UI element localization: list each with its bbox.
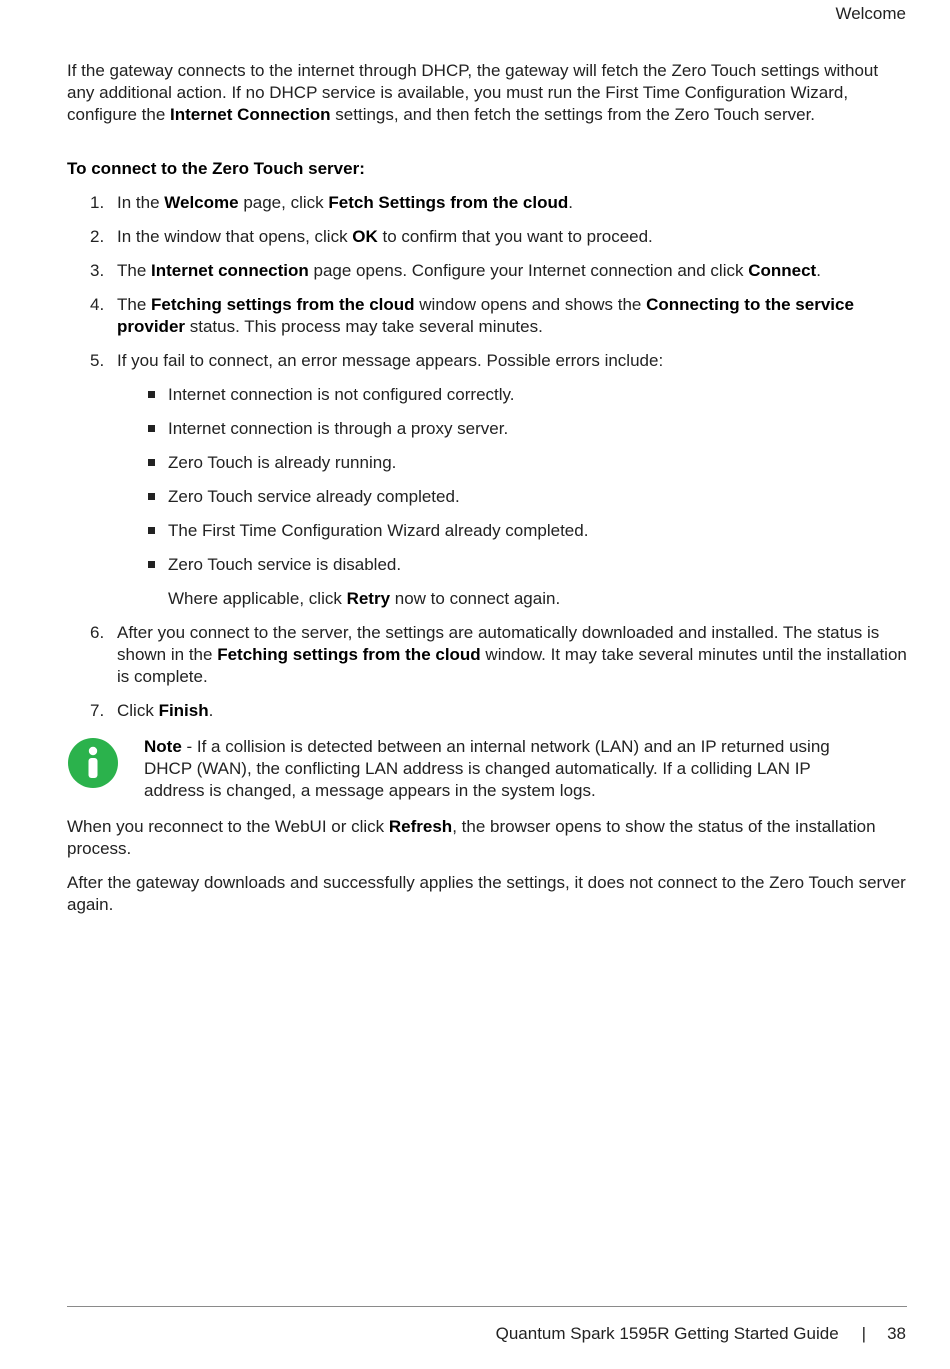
list-item xyxy=(117,520,909,542)
step-7 xyxy=(67,700,909,722)
intro-bold-internet-connection: Internet Connection xyxy=(170,105,331,124)
retry-note xyxy=(117,588,909,610)
list-item xyxy=(117,452,909,474)
footer-guide-title: Quantum Spark 1595R Getting Started Guide xyxy=(495,1324,839,1343)
list-item xyxy=(117,418,909,440)
list-item xyxy=(117,554,909,576)
square-bullet-icon xyxy=(148,425,155,432)
page-footer xyxy=(496,1323,906,1345)
step-text: . xyxy=(816,261,821,280)
retry-bold: Retry xyxy=(346,589,391,608)
error-text: Zero Touch service already completed. xyxy=(168,487,460,506)
error-text: Internet connection is through a proxy server. xyxy=(168,419,509,438)
step-text: After you connect to the server, the settings are automatically downloaded and installed. The status is shown in the xyxy=(117,623,880,664)
step-text: The xyxy=(117,295,152,314)
step-bold: Finish xyxy=(158,701,209,720)
reconnect-bold-refresh: Refresh xyxy=(388,817,453,836)
note-body: - If a collision is detected between an internal network (LAN) and an IP returned using DHCP (WAN), the conflicting LAN address is changed automatically. If a colliding LAN IP address is changed, a message appears in the system logs. xyxy=(144,737,830,800)
retry-text: Where applicable, click xyxy=(168,589,347,608)
error-text: Zero Touch service is disabled. xyxy=(168,555,402,574)
step-2 xyxy=(67,226,909,248)
square-bullet-icon xyxy=(148,493,155,500)
step-text: . xyxy=(568,193,573,212)
square-bullet-icon xyxy=(148,459,155,466)
step-number: 7. xyxy=(90,701,105,720)
square-bullet-icon xyxy=(148,527,155,534)
step-text: In the window that opens, click xyxy=(117,227,353,246)
step-bold: Connect xyxy=(748,261,817,280)
page-header-title: Welcome xyxy=(835,4,906,23)
retry-text-end: now to connect again. xyxy=(390,589,561,608)
step-bold: OK xyxy=(352,227,378,246)
note-box xyxy=(67,736,909,808)
list-item xyxy=(117,486,909,508)
step-text: page, click xyxy=(238,193,329,212)
note-text xyxy=(144,736,844,802)
step-number: 1. xyxy=(90,193,105,212)
step-6 xyxy=(67,622,909,688)
procedure-steps xyxy=(67,192,909,722)
step-number: 4. xyxy=(90,295,105,314)
note-label: Note xyxy=(144,737,182,756)
error-list xyxy=(117,384,909,576)
step-number: 5. xyxy=(90,351,105,370)
step-number: 2. xyxy=(90,227,105,246)
step-text: status. This process may take several minutes. xyxy=(185,317,543,336)
step-bold: Fetching settings from the cloud xyxy=(217,645,481,664)
step-text: Click xyxy=(117,701,159,720)
procedure-heading: To connect to the Zero Touch server: xyxy=(67,159,365,178)
step-bold: Fetching settings from the cloud xyxy=(151,295,415,314)
intro-text: If the gateway connects to the internet through DHCP, the gateway will fetch the Zero Touch settings without any additional action. If no DHCP service is available, you must run the First Time Configuration Wizard, configure the xyxy=(67,61,879,124)
step-text: to confirm that you want to proceed. xyxy=(377,227,653,246)
step-bold: Connecting to the service provider xyxy=(117,295,854,336)
error-text: Internet connection is not configured correctly. xyxy=(168,385,515,404)
step-4 xyxy=(67,294,909,338)
step-text: . xyxy=(208,701,214,720)
step-bold: Fetch Settings from the cloud xyxy=(328,193,569,212)
page-number: 38 xyxy=(887,1324,906,1343)
step-text: page opens. Configure your Internet connection and click xyxy=(308,261,749,280)
info-icon xyxy=(67,737,119,789)
list-item xyxy=(117,384,909,406)
reconnect-text: When you reconnect to the WebUI or click xyxy=(67,817,389,836)
step-number: 3. xyxy=(90,261,105,280)
step-number: 6. xyxy=(90,623,105,642)
intro-text-end: settings, and then fetch the settings from the Zero Touch server. xyxy=(330,105,816,124)
square-bullet-icon xyxy=(148,391,155,398)
step-bold: Welcome xyxy=(164,193,239,212)
step-text: window. It may take several minutes until the installation is complete. xyxy=(117,645,907,686)
error-text: Zero Touch is already running. xyxy=(168,453,397,472)
step-3 xyxy=(67,260,909,282)
step-text: If you fail to connect, an error message appears. Possible errors include: xyxy=(117,351,664,370)
step-bold: Internet connection xyxy=(151,261,309,280)
step-text: window opens and shows the xyxy=(414,295,647,314)
reconnect-paragraph xyxy=(67,816,909,860)
step-1 xyxy=(67,192,909,214)
error-text: The First Time Configuration Wizard already completed. xyxy=(168,521,589,540)
step-text: In the xyxy=(117,193,165,212)
final-paragraph: After the gateway downloads and successfully applies the settings, it does not connect to the Zero Touch server again. xyxy=(67,873,906,914)
footer-divider xyxy=(67,1306,907,1307)
intro-paragraph xyxy=(67,60,909,126)
document-body xyxy=(67,60,909,928)
square-bullet-icon xyxy=(148,561,155,568)
footer-separator: | xyxy=(861,1324,867,1343)
step-5 xyxy=(67,350,909,610)
step-text: The xyxy=(117,261,152,280)
reconnect-text-end: , the browser opens to show the status of the installation process. xyxy=(67,817,876,858)
